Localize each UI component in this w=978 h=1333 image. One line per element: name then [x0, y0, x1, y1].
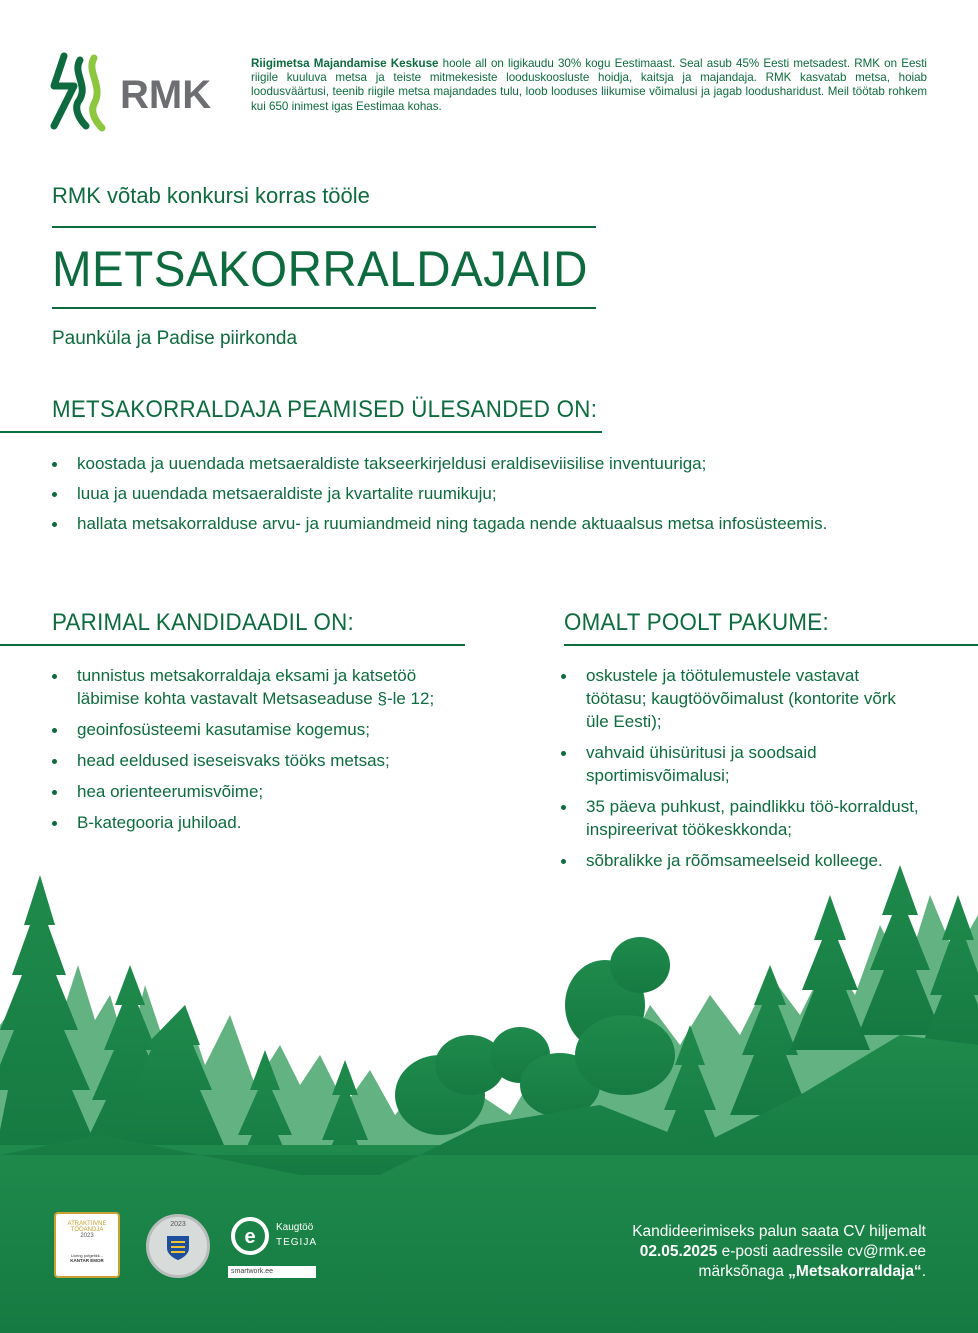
badge-line1: ATRAKTIIVNE	[67, 1221, 107, 1227]
apply-line1: Kandideerimiseks palun saata CV hiljemalt	[632, 1223, 926, 1240]
rmk-tree-logo-icon	[54, 56, 102, 128]
rmk-logo-text: RMK	[120, 73, 212, 117]
offer-list	[560, 664, 920, 872]
apply-line3b: .	[921, 1263, 926, 1280]
tasks-rule	[0, 431, 602, 433]
title-rule-top	[52, 226, 596, 228]
atraktiivne-tooandja-badge	[54, 1212, 120, 1278]
list-item: tunnistus metsakorraldaja eksami ja katsetöö läbimise kohta vastavalt Metsaseaduse §-le 12;	[51, 664, 471, 710]
list-item: oskustele ja töötulemustele vastavat töötasu; kaugtöövõimalust (kontorite võrk üle Eesti);	[560, 664, 920, 733]
list-item: 35 päeva puhkust, paindlikku töö-korraldust, inspireerivat töökeskkonda;	[560, 795, 920, 841]
list-item: B-kategooria juhiload.	[51, 811, 471, 834]
candidate-rule	[0, 644, 465, 646]
kaugtoo-line1: Kaugtöö	[276, 1222, 314, 1233]
seal-year: 2023	[170, 1221, 186, 1228]
candidate-list	[51, 664, 471, 834]
apply-text	[566, 1222, 926, 1282]
job-title: METSAKORRALDAJAID	[52, 241, 588, 297]
title-rule-bottom	[52, 307, 596, 309]
e-logo-icon	[230, 1216, 270, 1256]
list-item: sõbralikke ja rõõmsameelseid kolleege.	[560, 849, 920, 872]
kaugtoo-line2: TEGIJA	[276, 1237, 318, 1248]
badge-line2: TÖÖANDJA	[70, 1227, 104, 1233]
kaugtoo-tegija-badge	[228, 1212, 316, 1278]
badge-small: Uuring potgetikk...	[70, 1253, 104, 1258]
kaugtoo-url: smartwork.ee	[228, 1266, 316, 1278]
tasks-heading: METSAKORRALDAJA PEAMISED ÜLESANDED ON:	[52, 396, 598, 423]
apply-keyword: „Metsakorraldaja“	[788, 1263, 922, 1280]
list-item: head eeldused iseseisvaks tööks metsas;	[51, 749, 471, 772]
list-item: hallata metsakorralduse arvu- ja ruumiandmeid ning tagada nende aktuaalsus metsa infosüsteemis.	[51, 512, 951, 535]
list-item: hea orienteerumisvõime;	[51, 780, 471, 803]
list-item: luua ja uuendada metsaeraldiste ja kvartalite ruumikuju;	[51, 482, 951, 505]
lead-text: RMK võtab konkursi korras tööle	[52, 183, 370, 208]
svg-text:e: e	[244, 1226, 256, 1248]
badge-year: 2023	[80, 1233, 94, 1239]
candidate-heading: PARIMAL KANDIDAADIL ON:	[52, 609, 355, 636]
rmk-logo	[50, 52, 225, 132]
badge-brand: KANTAR EMOR	[70, 1258, 104, 1263]
region-text: Paunküla ja Padise piirkonda	[52, 328, 298, 349]
coat-of-arms-icon	[165, 1234, 191, 1262]
intro-paragraph	[251, 57, 927, 114]
list-item: koostada ja uuendada metsaeraldiste takseerkirjeldusi eraldiseviisilise inventuuriga;	[51, 452, 951, 475]
intro-bold: Riigimetsa Majandamise Keskuse	[251, 57, 439, 70]
tasks-list	[51, 452, 951, 535]
apply-line2: e-posti aadressile cv@rmk.ee	[717, 1243, 926, 1260]
apply-date: 02.05.2025	[639, 1243, 718, 1260]
list-item: geoinfosüsteemi kasutamise kogemus;	[51, 718, 471, 741]
list-item: vahvaid ühisüritusi ja soodsaid sportimisvõimalusi;	[560, 741, 920, 787]
apply-line3a: märksõnaga	[698, 1263, 789, 1280]
intro-text: hoole all on ligikaudu 30% kogu Eestimaast. Seal asub 45% Eesti metsadest. RMK on Eesti riigile kuuluva metsa ja teiste mitmekesiste looduskoosluste hoidja, kaitsja ja majandaja. RMK kasvatab metsa, hoiab loodusväärtusi, teenib riigile metsa majandades tulu, loob looduses liikumise võimalusi ja jagab loodusharidust. Meil töötab rohkem kui 650 inimest igas Eestimaa kohas.	[251, 57, 927, 113]
offer-heading: OMALT POOLT PAKUME:	[564, 609, 829, 636]
offer-rule	[564, 644, 978, 646]
seal-badge	[146, 1214, 210, 1278]
